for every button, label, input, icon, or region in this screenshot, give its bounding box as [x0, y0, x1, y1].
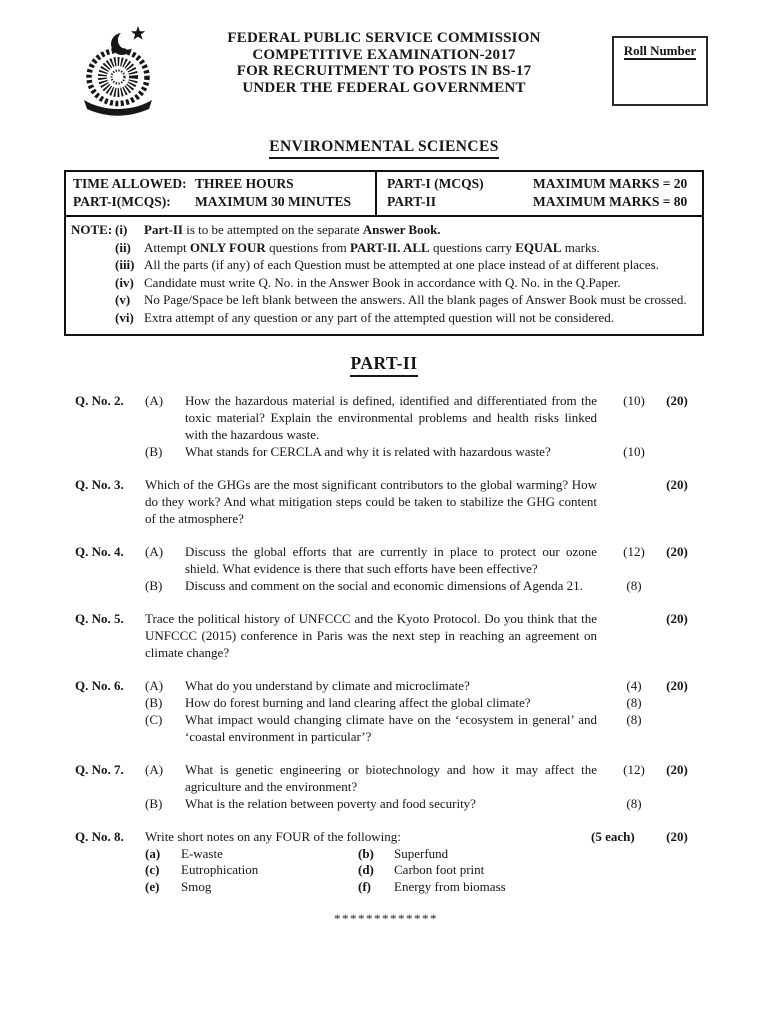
short-note-item: [145, 846, 358, 863]
note-item-iii: [71, 256, 695, 274]
question-8: [75, 828, 697, 896]
question-body: [145, 543, 697, 594]
note-item-v: [71, 291, 695, 309]
item-letter: (f): [358, 878, 371, 894]
item-text: Eutrophication: [181, 862, 259, 878]
question-part-row: [145, 694, 697, 711]
part-marks: (12): [623, 543, 645, 559]
part-label: (A): [145, 677, 164, 693]
question-part-row: [145, 392, 697, 443]
part-label: (C): [145, 711, 163, 727]
question-part-row: [145, 443, 697, 460]
question-part-row: [145, 711, 697, 745]
part-marks: (12): [623, 761, 645, 777]
instructions-box: [64, 170, 704, 336]
item-letter: (b): [358, 845, 374, 861]
total-marks: (20): [666, 392, 688, 408]
total-marks: (20): [666, 610, 688, 626]
item-text: Carbon foot print: [394, 862, 485, 878]
question-part-row: [145, 677, 697, 694]
question-6: [75, 677, 697, 745]
part1-time-label: PART-I(MCQS):: [73, 194, 171, 209]
question-text: Which of the GHGs are the most significant contributors to the global warming? How do they work? And what mitigation steps could be taken to stabilize the GHG content of the atmosphere?: [145, 476, 597, 526]
part1-marks-label: PART-I (MCQS): [387, 176, 484, 191]
question-body: [145, 761, 697, 812]
question-text: Discuss the global efforts that are currently in place to protect our ozone shield. What evidence is there that such efforts have been effective?: [185, 543, 597, 576]
question-text: How the hazardous material is defined, identified and differentiated from the toxic material? Explain the environmental problems and health risks linked with the hazardous waste.: [185, 392, 597, 442]
questions-section: [75, 392, 697, 928]
part-label: (A): [145, 543, 164, 559]
question-body: [145, 610, 697, 661]
part-marks: (8): [626, 795, 642, 811]
question-text: What stands for CERCLA and why it is related with hazardous waste?: [185, 443, 551, 459]
part-marks: (10): [623, 392, 645, 408]
note-number: (iv): [115, 274, 134, 290]
maximum-marks-cell: [377, 172, 702, 215]
question-body: [145, 677, 697, 745]
question-number: Q. No. 7.: [75, 761, 124, 777]
part1-time-value: MAXIMUM 30 MINUTES: [195, 194, 351, 209]
crescent-star-icon: [72, 24, 170, 118]
question-part-row: [145, 795, 697, 812]
part-marks: (8): [626, 577, 642, 593]
question-body: [145, 476, 697, 527]
part-marks: [611, 476, 657, 527]
question-text: Trace the political history of UNFCCC and the Kyoto Protocol. Do you think that the UNFCCC (2015) conference in Paris was the next step in reaching an agreement on climate change?: [145, 610, 597, 660]
note-number: (ii): [115, 239, 131, 255]
item-letter: (c): [145, 862, 160, 878]
part2-title: PART-II: [350, 353, 417, 377]
part-marks: (8): [626, 694, 642, 710]
note-number: (vi): [115, 309, 134, 325]
roll-number-box: [612, 36, 708, 106]
total-marks: (20): [666, 476, 688, 492]
total-marks: (20): [666, 543, 688, 559]
part-label: (B): [145, 577, 163, 593]
part-label: (A): [145, 761, 164, 777]
note-label: NOTE:: [71, 222, 113, 237]
note-label-spacer: [71, 291, 115, 309]
title-line-recruitment: FOR RECRUITMENT TO POSTS IN BS-17: [236, 63, 532, 79]
total-marks: (20): [666, 761, 688, 777]
item-letter: (d): [358, 862, 374, 878]
note-text: Part-II is to be attempted on the separate Answer Book.: [144, 222, 441, 237]
note-item-vi: [71, 309, 695, 327]
question-part-row: [145, 577, 697, 594]
note-label-spacer: [71, 309, 115, 327]
part2-marks-label: PART-II: [387, 194, 437, 209]
question-4: [75, 543, 697, 594]
part-marks: (10): [623, 443, 645, 459]
item-letter: (e): [145, 878, 160, 894]
note-label-spacer: [71, 239, 115, 257]
part-label: (B): [145, 694, 163, 710]
note-label-spacer: [71, 256, 115, 274]
total-marks: [657, 443, 697, 460]
note-number: (iii): [115, 257, 135, 273]
question-number: Q. No. 8.: [75, 828, 124, 844]
part-label: (B): [145, 795, 163, 811]
question-text: What is genetic engineering or biotechnology and how it may affect the agriculture and the environment?: [185, 761, 597, 794]
part1-marks-line: [387, 175, 694, 193]
time-allowed-label: TIME ALLOWED:: [73, 176, 187, 191]
part-marks: (4): [626, 677, 642, 693]
time-marks-row: [66, 172, 702, 217]
note-text: Extra attempt of any question or any part of the attempted question will not be considered.: [144, 309, 615, 325]
question-intro-row: [145, 828, 697, 845]
question-part-row: [145, 610, 697, 661]
short-note-item: [358, 862, 697, 879]
question-text: What is the relation between poverty and food security?: [185, 795, 476, 811]
question-text: What impact would changing climate have on the ‘ecosystem in general’ and ‘coastal environment in particular’?: [185, 711, 597, 744]
part2-marks-line: [387, 193, 694, 211]
subject-title: ENVIRONMENTAL SCIENCES: [269, 138, 498, 159]
item-text: Smog: [181, 878, 212, 894]
roll-number-label: Roll Number: [623, 43, 697, 58]
item-text: Superfund: [394, 845, 449, 861]
question-number: Q. No. 6.: [75, 677, 124, 693]
question-part-row: [145, 476, 697, 527]
part2-marks-value: MAXIMUM MARKS = 80: [533, 194, 688, 209]
notes-section: [66, 217, 702, 334]
short-notes-grid: [145, 846, 697, 896]
note-label-spacer: [71, 274, 115, 292]
time-allowed-value: THREE HOURS: [195, 176, 294, 191]
page-header: [0, 0, 768, 126]
note-text: Attempt ONLY FOUR questions from PART-II. ALL questions carry EQUAL marks.: [144, 239, 600, 255]
note-text: Candidate must write Q. No. in the Answer Book in accordance with Q. No. in the Q.Paper.: [144, 274, 621, 290]
question-text: What do you understand by climate and microclimate?: [185, 677, 470, 693]
part2-heading: [0, 353, 768, 377]
question-5: [75, 610, 697, 661]
question-body: [145, 392, 697, 460]
fpsc-emblem-logo: [72, 24, 170, 118]
question-number: Q. No. 3.: [75, 476, 124, 492]
question-7: [75, 761, 697, 812]
question-body: [145, 828, 697, 896]
part-marks: [611, 610, 657, 661]
question-part-row: [145, 761, 697, 795]
question-3: [75, 476, 697, 527]
question-number: Q. No. 4.: [75, 543, 124, 559]
item-text: E-waste: [181, 845, 223, 861]
part-label: (A): [145, 392, 164, 408]
subject-heading: [0, 138, 768, 159]
total-marks: [657, 795, 697, 812]
question-text: Write short notes on any FOUR of the following:: [145, 828, 401, 844]
time-allowed-line: [73, 175, 371, 193]
question-part-row: [145, 543, 697, 577]
short-note-item: [358, 846, 697, 863]
time-allowed-cell: [66, 172, 377, 215]
part1-marks-value: MAXIMUM MARKS = 20: [533, 176, 688, 191]
note-item-iv: [71, 274, 695, 292]
total-marks: (20): [666, 828, 688, 844]
end-of-paper-stars: *************: [334, 911, 438, 927]
short-note-item: [358, 879, 697, 896]
note-text: No Page/Space be left blank between the answers. All the blank pages of Answer Book must be crossed.: [144, 292, 687, 308]
part-marks: (8): [626, 711, 642, 727]
question-number: Q. No. 5.: [75, 610, 124, 626]
note-number: (v): [115, 292, 131, 308]
total-marks: [657, 694, 697, 711]
question-2: [75, 392, 697, 460]
total-marks: (20): [666, 677, 688, 693]
question-text: How do forest burning and land clearing affect the global climate?: [185, 694, 531, 710]
part1-time-line: [73, 193, 371, 211]
item-letter: (a): [145, 845, 161, 861]
note-text: All the parts (if any) of each Question must be attempted at one place instead of at different places.: [144, 257, 659, 273]
note-number: (i): [115, 222, 128, 237]
total-marks: [657, 577, 697, 594]
title-line-commission: FEDERAL PUBLIC SERVICE COMMISSION: [227, 30, 541, 46]
note-item-ii: [71, 239, 695, 257]
total-marks: [657, 711, 697, 745]
item-text: Energy from biomass: [394, 878, 506, 894]
short-note-item: [145, 862, 358, 879]
part-label: (B): [145, 443, 163, 459]
title-line-government: UNDER THE FEDERAL GOVERNMENT: [242, 79, 526, 96]
short-note-item: [145, 879, 358, 896]
question-text: Discuss and comment on the social and economic dimensions of Agenda 21.: [185, 577, 583, 593]
note-item-i: [71, 221, 695, 239]
title-line-examination: COMPETITIVE EXAMINATION-2017: [252, 46, 516, 63]
each-marks: (5 each): [591, 828, 635, 844]
question-number: Q. No. 2.: [75, 392, 124, 408]
